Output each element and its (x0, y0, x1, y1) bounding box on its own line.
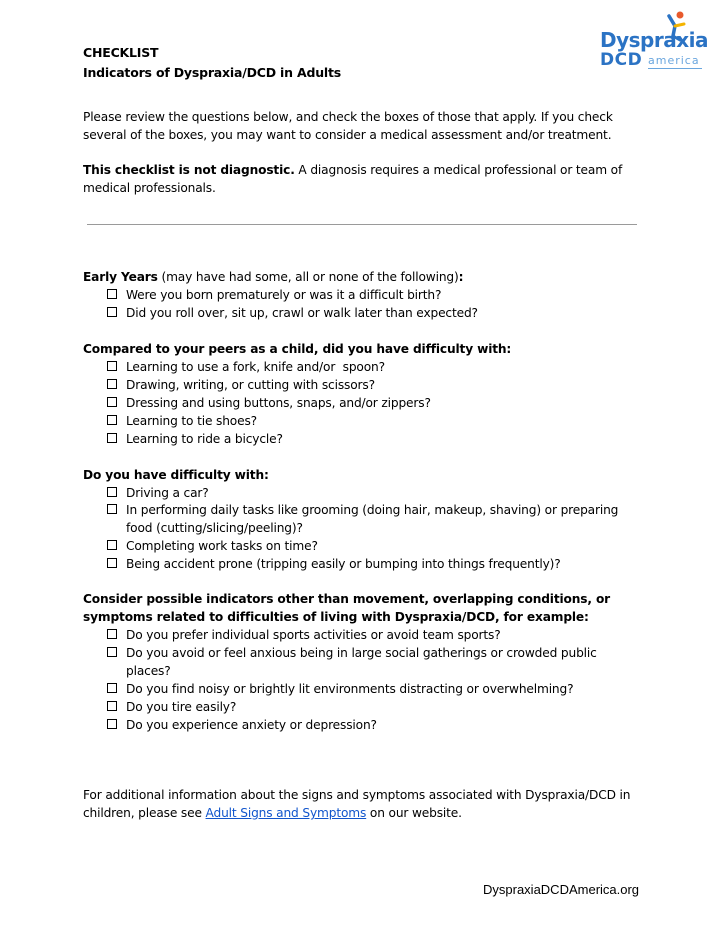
section-heading-other-indicators (83, 590, 643, 626)
checkbox[interactable] (107, 558, 117, 568)
section-heading-early-years (83, 268, 653, 286)
checklist-item-label: Do you find noisy or brightly lit environments distracting or overwhelming? (126, 682, 574, 696)
checklist-item-label: Dressing and using buttons, snaps, and/or zippers? (126, 396, 431, 410)
adult-signs-link[interactable]: Adult Signs and Symptoms (205, 806, 367, 820)
checkbox[interactable] (107, 683, 117, 693)
checklist-item-label: Do you tire easily? (126, 700, 237, 714)
checklist-item-label: Do you experience anxiety or depression? (126, 718, 377, 732)
checkbox[interactable] (107, 361, 117, 371)
checklist-item[interactable] (107, 394, 647, 412)
website-url: DyspraxiaDCDAmerica.org (483, 882, 640, 897)
checklist-item[interactable] (107, 716, 647, 734)
checkbox[interactable] (107, 289, 117, 299)
checkbox[interactable] (107, 415, 117, 425)
checklist-item[interactable] (107, 358, 647, 376)
disclaimer-bold: This checklist is not diagnostic. (83, 163, 295, 177)
checklist-item[interactable] (107, 698, 647, 716)
additional-info-paragraph (83, 786, 638, 822)
section-heading-rest: (may have had some, all or none of the following) (157, 270, 459, 284)
checklist-item[interactable] (107, 376, 647, 394)
section-heading-childhood (83, 340, 653, 358)
checklist-item[interactable] (107, 555, 647, 573)
checklist-item-label: In performing daily tasks like grooming (doing hair, makeup, shaving) or preparing food (cutting/slicing/peeling)? (126, 503, 619, 535)
checklist-item[interactable] (107, 304, 647, 322)
section-heading-bold: Early Years (83, 270, 158, 284)
disclaimer-rest: A diagnosis requires a medical professional or team of medical professionals. (83, 163, 623, 195)
checkbox[interactable] (107, 719, 117, 729)
checkbox[interactable] (107, 487, 117, 497)
checkbox[interactable] (107, 504, 117, 514)
checkbox[interactable] (107, 307, 117, 317)
checklist-item-label: Learning to use a fork, knife and/or spoon? (126, 360, 385, 374)
additional-info-text: For additional information about the signs and symptoms associated with Dyspraxia/DCD in children, please see (83, 788, 631, 820)
checklist-item[interactable] (107, 412, 647, 430)
checklist-item-label: Do you avoid or feel anxious being in large social gatherings or crowded public places? (126, 646, 597, 678)
checklist-item-label: Completing work tasks on time? (126, 539, 318, 553)
checkbox[interactable] (107, 379, 117, 389)
logo-word-america: america (648, 54, 700, 67)
section-heading-bold: Consider possible indicators other than movement, overlapping conditions, or symptoms related to difficulties of living with Dyspraxia/DCD, for example: (83, 592, 611, 624)
horizontal-divider (87, 224, 637, 225)
logo-word-dcd: DCD (600, 50, 643, 70)
document-title: Indicators of Dyspraxia/DCD in Adults (83, 65, 342, 80)
checklist-item-label: Did you roll over, sit up, crawl or walk later than expected? (126, 306, 478, 320)
checklist-item[interactable] (107, 626, 647, 644)
checklist-item[interactable] (107, 430, 647, 448)
checklist-item[interactable] (107, 286, 647, 304)
section-heading-difficulty (83, 466, 653, 484)
document-heading (83, 43, 341, 83)
document-label: CHECKLIST (83, 45, 159, 60)
checklist-item[interactable] (107, 501, 627, 537)
checklist-item[interactable] (107, 484, 647, 502)
checklist-item-label: Were you born prematurely or was it a difficult birth? (126, 288, 442, 302)
checklist-item-label: Learning to tie shoes? (126, 414, 257, 428)
checkbox[interactable] (107, 701, 117, 711)
checklist-item-label: Being accident prone (tripping easily or bumping into things frequently)? (126, 557, 561, 571)
logo-word-dyspraxia: Dyspraxia (600, 28, 708, 52)
checkbox[interactable] (107, 629, 117, 639)
additional-info-tail: on our website. (366, 806, 462, 820)
checklist-item[interactable] (107, 644, 607, 680)
intro-paragraph: Please review the questions below, and check the boxes of those that apply. If you check several of the boxes, you may want to consider a medical assessment and/or treatment. (83, 110, 613, 142)
checklist-item-label: Learning to ride a bicycle? (126, 432, 283, 446)
section-heading-bold: Do you have difficulty with: (83, 468, 269, 482)
section-heading-colon: : (458, 270, 464, 284)
checklist-item[interactable] (107, 680, 647, 698)
checklist-item[interactable] (107, 537, 647, 555)
section-heading-bold: Compared to your peers as a child, did you have difficulty with: (83, 342, 512, 356)
checklist-item-label: Do you prefer individual sports activities or avoid team sports? (126, 628, 501, 642)
checklist-item-label: Drawing, writing, or cutting with scissors? (126, 378, 375, 392)
checkbox[interactable] (107, 540, 117, 550)
logo-underline (648, 68, 702, 69)
disclaimer-paragraph (83, 161, 643, 197)
checkbox[interactable] (107, 647, 117, 657)
checklist-item-label: Driving a car? (126, 486, 209, 500)
checkbox[interactable] (107, 433, 117, 443)
dyspraxia-dcd-america-logo (598, 10, 708, 72)
checkbox[interactable] (107, 397, 117, 407)
